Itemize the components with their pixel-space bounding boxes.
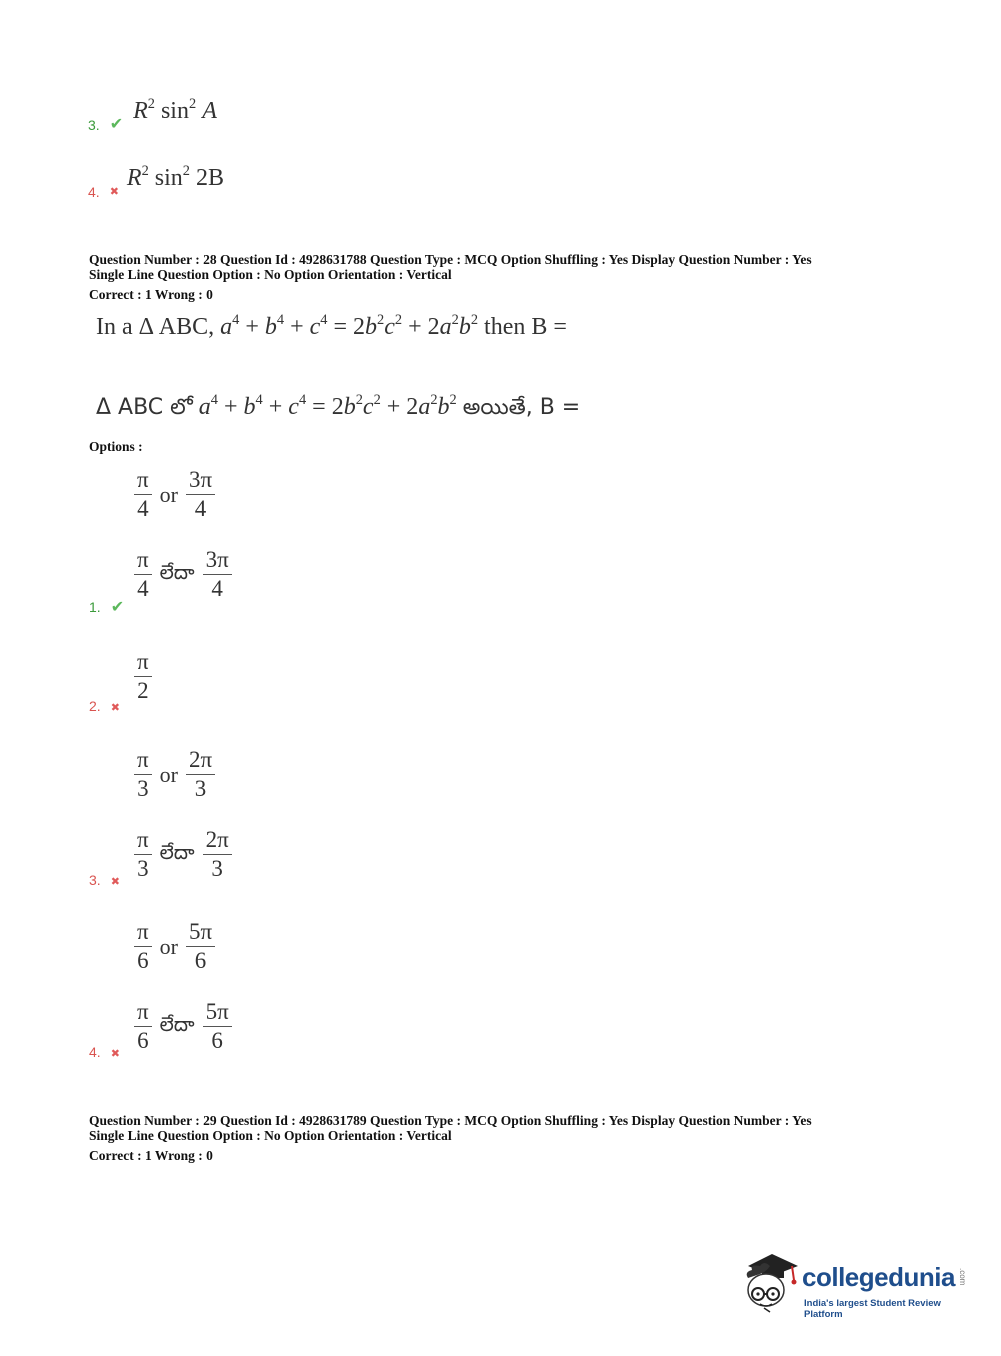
correct-check-icon: ✔	[109, 114, 124, 133]
question-suffix: then B =	[484, 314, 567, 340]
option-3-marker	[89, 872, 120, 890]
question-prefix-telugu: Δ ABC లో	[96, 395, 193, 420]
option-1-telugu	[134, 546, 232, 603]
fraction: $\frac{\pi}{2}$	[134, 648, 152, 705]
logo-tagline: India's largest Student Review Platform	[804, 1298, 941, 1320]
or-text-telugu: లేదా	[159, 560, 195, 584]
fraction: $\frac{\pi}{3}$	[134, 826, 152, 883]
option-number: 2.	[89, 698, 101, 714]
options-label: Options :	[89, 439, 143, 454]
q29-meta	[89, 1113, 812, 1163]
question-prefix: In a Δ ABC,	[96, 314, 215, 340]
fraction: $\frac{\pi}{4}$	[134, 466, 152, 523]
option-1-english	[134, 466, 215, 523]
fraction: $\frac{3\pi}{4}$	[203, 546, 232, 603]
logo-suffix: .com	[958, 1268, 967, 1286]
option-1-marker	[89, 597, 124, 617]
fraction: $\frac{\pi}{4}$	[134, 546, 152, 603]
option-number: 3.	[89, 872, 101, 888]
or-text: or	[159, 933, 178, 959]
prev-option-3	[88, 95, 217, 135]
option-number: 3.	[88, 117, 100, 133]
fraction: $\frac{5\pi}{6}$	[186, 918, 215, 975]
question-suffix-telugu: అయితే, B =	[462, 395, 581, 420]
q28-meta-line2: Single Line Question Option : No Option Orientation : Vertical	[89, 267, 452, 282]
option-4-telugu	[134, 998, 232, 1055]
q29-meta-line2: Single Line Question Option : No Option Orientation : Vertical	[89, 1128, 452, 1143]
q29-meta-line3: Correct : 1 Wrong : 0	[89, 1148, 213, 1163]
option-expression: $R^2$ $\sin^2 A$	[133, 95, 217, 124]
q28-question-telugu: Δ ABC లో $a^4 + b^4 + c^4 = 2b^2c^2 + 2a^2b^2$ అయితే, B =	[96, 391, 581, 420]
or-text: or	[159, 761, 178, 787]
logo-name: collegedunia	[802, 1262, 955, 1292]
or-text: or	[159, 481, 178, 507]
fraction: $\frac{2\pi}{3}$	[186, 746, 215, 803]
wrong-cross-icon: ✖	[109, 185, 119, 198]
q28-question-english: In a Δ ABC, $a^4 + b^4 + c^4 = 2b^2c^2 + 2a^2b^2$ then B =	[96, 311, 567, 340]
or-text-telugu: లేదా	[159, 840, 195, 864]
option-3-telugu	[134, 826, 232, 883]
option-expression: $R^2$ $\sin^2 2B$	[126, 162, 225, 191]
option-2-marker	[89, 698, 120, 716]
collegedunia-logo	[740, 1250, 970, 1320]
option-number: 4.	[89, 1044, 101, 1060]
q28-meta-line1: Question Number : 28 Question Id : 4928631788 Question Type : MCQ Option Shuffling : Yes Display Question Number : Yes	[89, 252, 812, 267]
wrong-cross-icon: ✖	[110, 1047, 120, 1060]
wrong-cross-icon: ✖	[110, 875, 120, 888]
q28-meta-line3: Correct : 1 Wrong : 0	[89, 287, 213, 302]
fraction: $\frac{3\pi}{4}$	[186, 466, 215, 523]
correct-check-icon: ✔	[110, 597, 125, 616]
prev-option-4	[88, 162, 225, 202]
option-4-marker	[89, 1044, 120, 1062]
fraction: $\frac{5\pi}{6}$	[203, 998, 232, 1055]
wrong-cross-icon: ✖	[110, 701, 120, 714]
q28-meta	[89, 252, 812, 302]
fraction: $\frac{\pi}{6}$	[134, 918, 152, 975]
option-4-english	[134, 918, 215, 975]
or-text-telugu: లేదా	[159, 1012, 195, 1036]
fraction: $\frac{\pi}{3}$	[134, 746, 152, 803]
fraction: $\frac{\pi}{6}$	[134, 998, 152, 1055]
option-number: 1.	[89, 599, 101, 615]
q29-meta-line1: Question Number : 29 Question Id : 4928631789 Question Type : MCQ Option Shuffling : Yes Display Question Number : Yes	[89, 1113, 812, 1128]
mascot-icon	[740, 1250, 800, 1316]
option-2	[134, 648, 152, 705]
option-number: 4.	[88, 184, 100, 200]
option-3-english	[134, 746, 215, 803]
fraction: $\frac{2\pi}{3}$	[203, 826, 232, 883]
